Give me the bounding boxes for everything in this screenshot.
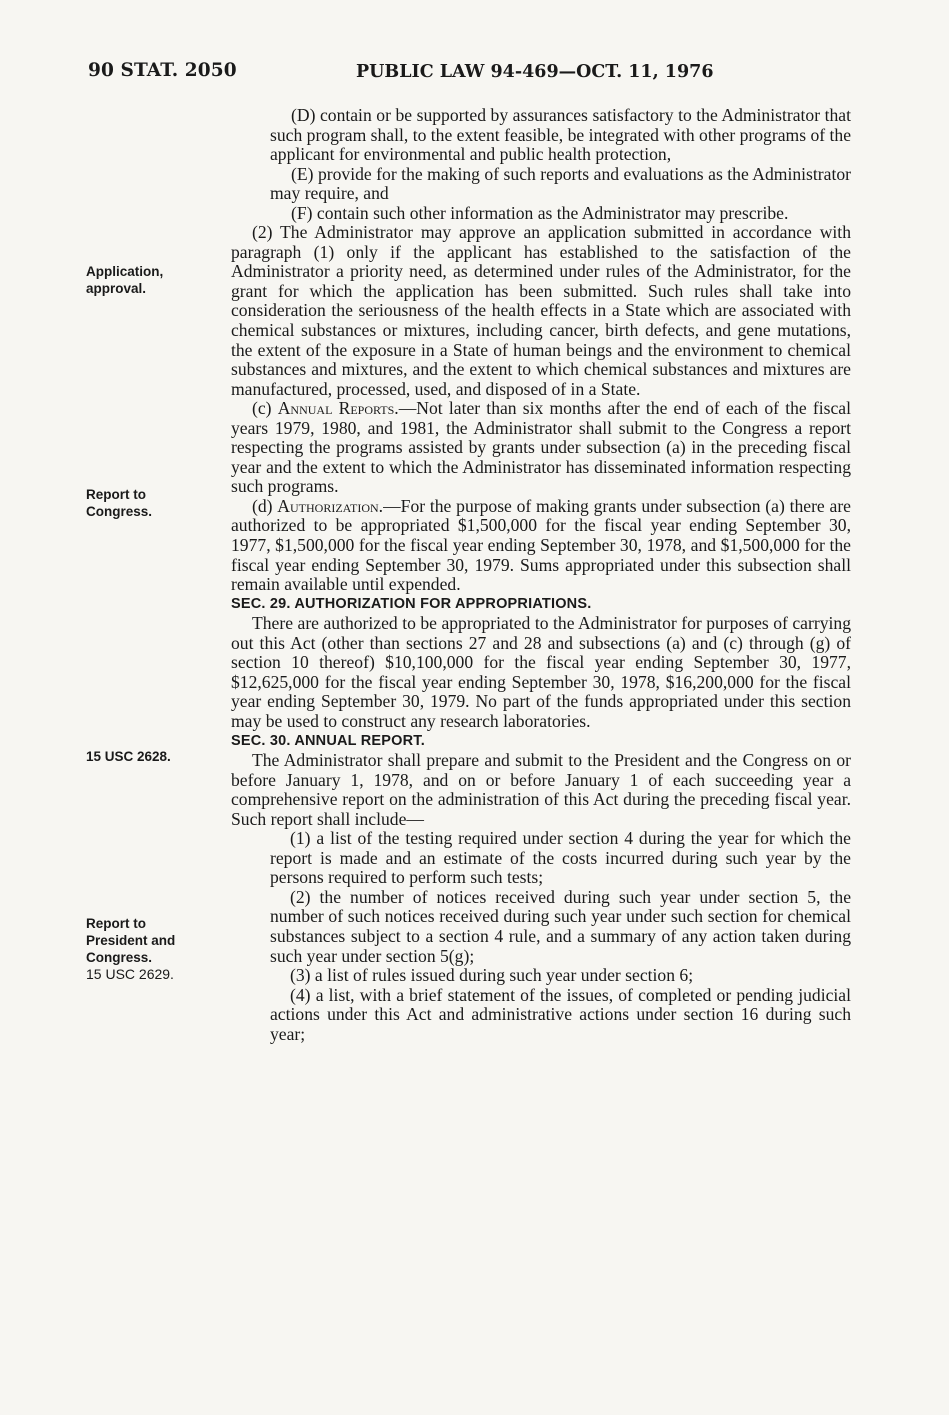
list-item-4: (4) a list, with a brief statement of the issues, of completed or pending judicial actions under this Act and administrative actions under section 16 during such year; xyxy=(270,984,851,1044)
margin-note-line: approval. xyxy=(86,281,147,296)
paragraph-e: (E) provide for the making of such reports and evaluations as the Administrator may require, and xyxy=(270,163,851,204)
statute-text xyxy=(231,106,851,1044)
margin-note-report-president xyxy=(86,915,216,966)
margin-note-line: Congress. xyxy=(86,950,153,965)
margin-note-line: Congress. xyxy=(86,504,153,519)
section-29-text: There are authorized to be appropriated to the Administrator for purposes of carrying out this Act (other than sections 27 and 28 and subsections (a) and (c) through (g) of section 10 thereof) $10,100,000 for the fiscal year ending September 30, 1977, $12,625,000 for the fiscal year ending September 30, 1978, $16,200,000 for the fiscal year ending September 30, 1979. No part of the funds appropriated under this section may be used to construct any research laboratories. xyxy=(231,613,851,731)
subsection-d-label: (d) xyxy=(252,495,278,516)
subsection-d-text: —For the purpose of making grants under subsection (a) there are authorized to be appropriated $1,500,000 for the fiscal year ending September 30, 1977, $1,500,000 for the fiscal year ending September 30, 1978, and $1,500,000 for the fiscal year ending September 30, 1979. Sums appropriated under this subsection shall remain available until expended. xyxy=(231,495,851,595)
paragraph-f: (F) contain such other information as the Administrator may prescribe. xyxy=(291,202,789,223)
margin-note-usc-2629: 15 USC 2629. xyxy=(86,966,174,982)
subsection-d xyxy=(231,497,851,595)
subsection-c xyxy=(231,399,851,497)
margin-note-line: President and xyxy=(86,933,176,948)
margin-note-line: Report to xyxy=(86,916,146,931)
paragraph-2: (2) The Administrator may approve an application submitted in accordance with paragraph (1) only if the applicant has established to the satisfaction of the Administrator a priority need, as determined under rules of the Administrator, for the grant for which the application has been submitted. Such rules shall take into consideration the seriousness of the health effects in a State which are associated with chemical substances or mixtures, including cancer, birth defects, and gene mutations, the extent of the exposure in a State of human beings and the environment to chemical substances and mixtures, and the extent to which chemical substances and mixtures are manufactured, processed, used, and disposed of in a State. xyxy=(231,222,851,399)
margin-note-usc-2628: 15 USC 2628. xyxy=(86,749,171,764)
section-30-text: The Administrator shall prepare and submit to the President and the Congress on or before January 1, 1978, and on or before January 1 of each succeeding year a comprehensive report on the administration of this Act during the preceding fiscal year. Such report shall include— xyxy=(231,750,851,829)
list-item-1: (1) a list of the testing required under section 4 during the year for which the report is made and an estimate of the costs incurred during such year by the persons required to perform such tests; xyxy=(270,828,851,888)
page-citation: 90 STAT. 2050 xyxy=(88,60,237,81)
list-item-2: (2) the number of notices received during such year under section 5, the number of such notices received during such year under such section for chemical substances subject to a section 4 rule, and a summary of any action taken during such year under section 5(g); xyxy=(270,886,851,966)
running-header: PUBLIC LAW 94-469—OCT. 11, 1976 xyxy=(356,62,714,82)
paragraph-d: (D) contain or be supported by assurances satisfactory to the Administrator that such program shall, to the extent feasible, be integrated with other programs of the applicant for environmental and public health protection, xyxy=(270,105,851,165)
subsection-c-heading: Annual Reports. xyxy=(277,398,399,419)
list-item-3: (3) a list of rules issued during such year under section 6; xyxy=(290,965,694,986)
subsection-d-heading: Authorization. xyxy=(277,495,384,516)
subsection-c-label: (c) xyxy=(252,398,278,419)
margin-note-application-approval xyxy=(86,263,216,297)
section-29-heading: SEC. 29. AUTHORIZATION FOR APPROPRIATIONS. xyxy=(231,595,592,612)
margin-note-line: Application, xyxy=(86,264,164,279)
section-30-heading: SEC. 30. ANNUAL REPORT. xyxy=(231,732,425,749)
subsection-c-text: —Not later than six months after the end of each of the fiscal years 1979, 1980, and 1981, the Administrator shall submit to the Congress a report respecting the programs assisted by grants under subsection (a) in the preceding fiscal year and the extent to which the Administrator has disseminated information respecting such programs. xyxy=(231,398,851,497)
margin-note-report-to-congress xyxy=(86,486,216,520)
margin-note-line: Report to xyxy=(86,487,146,502)
